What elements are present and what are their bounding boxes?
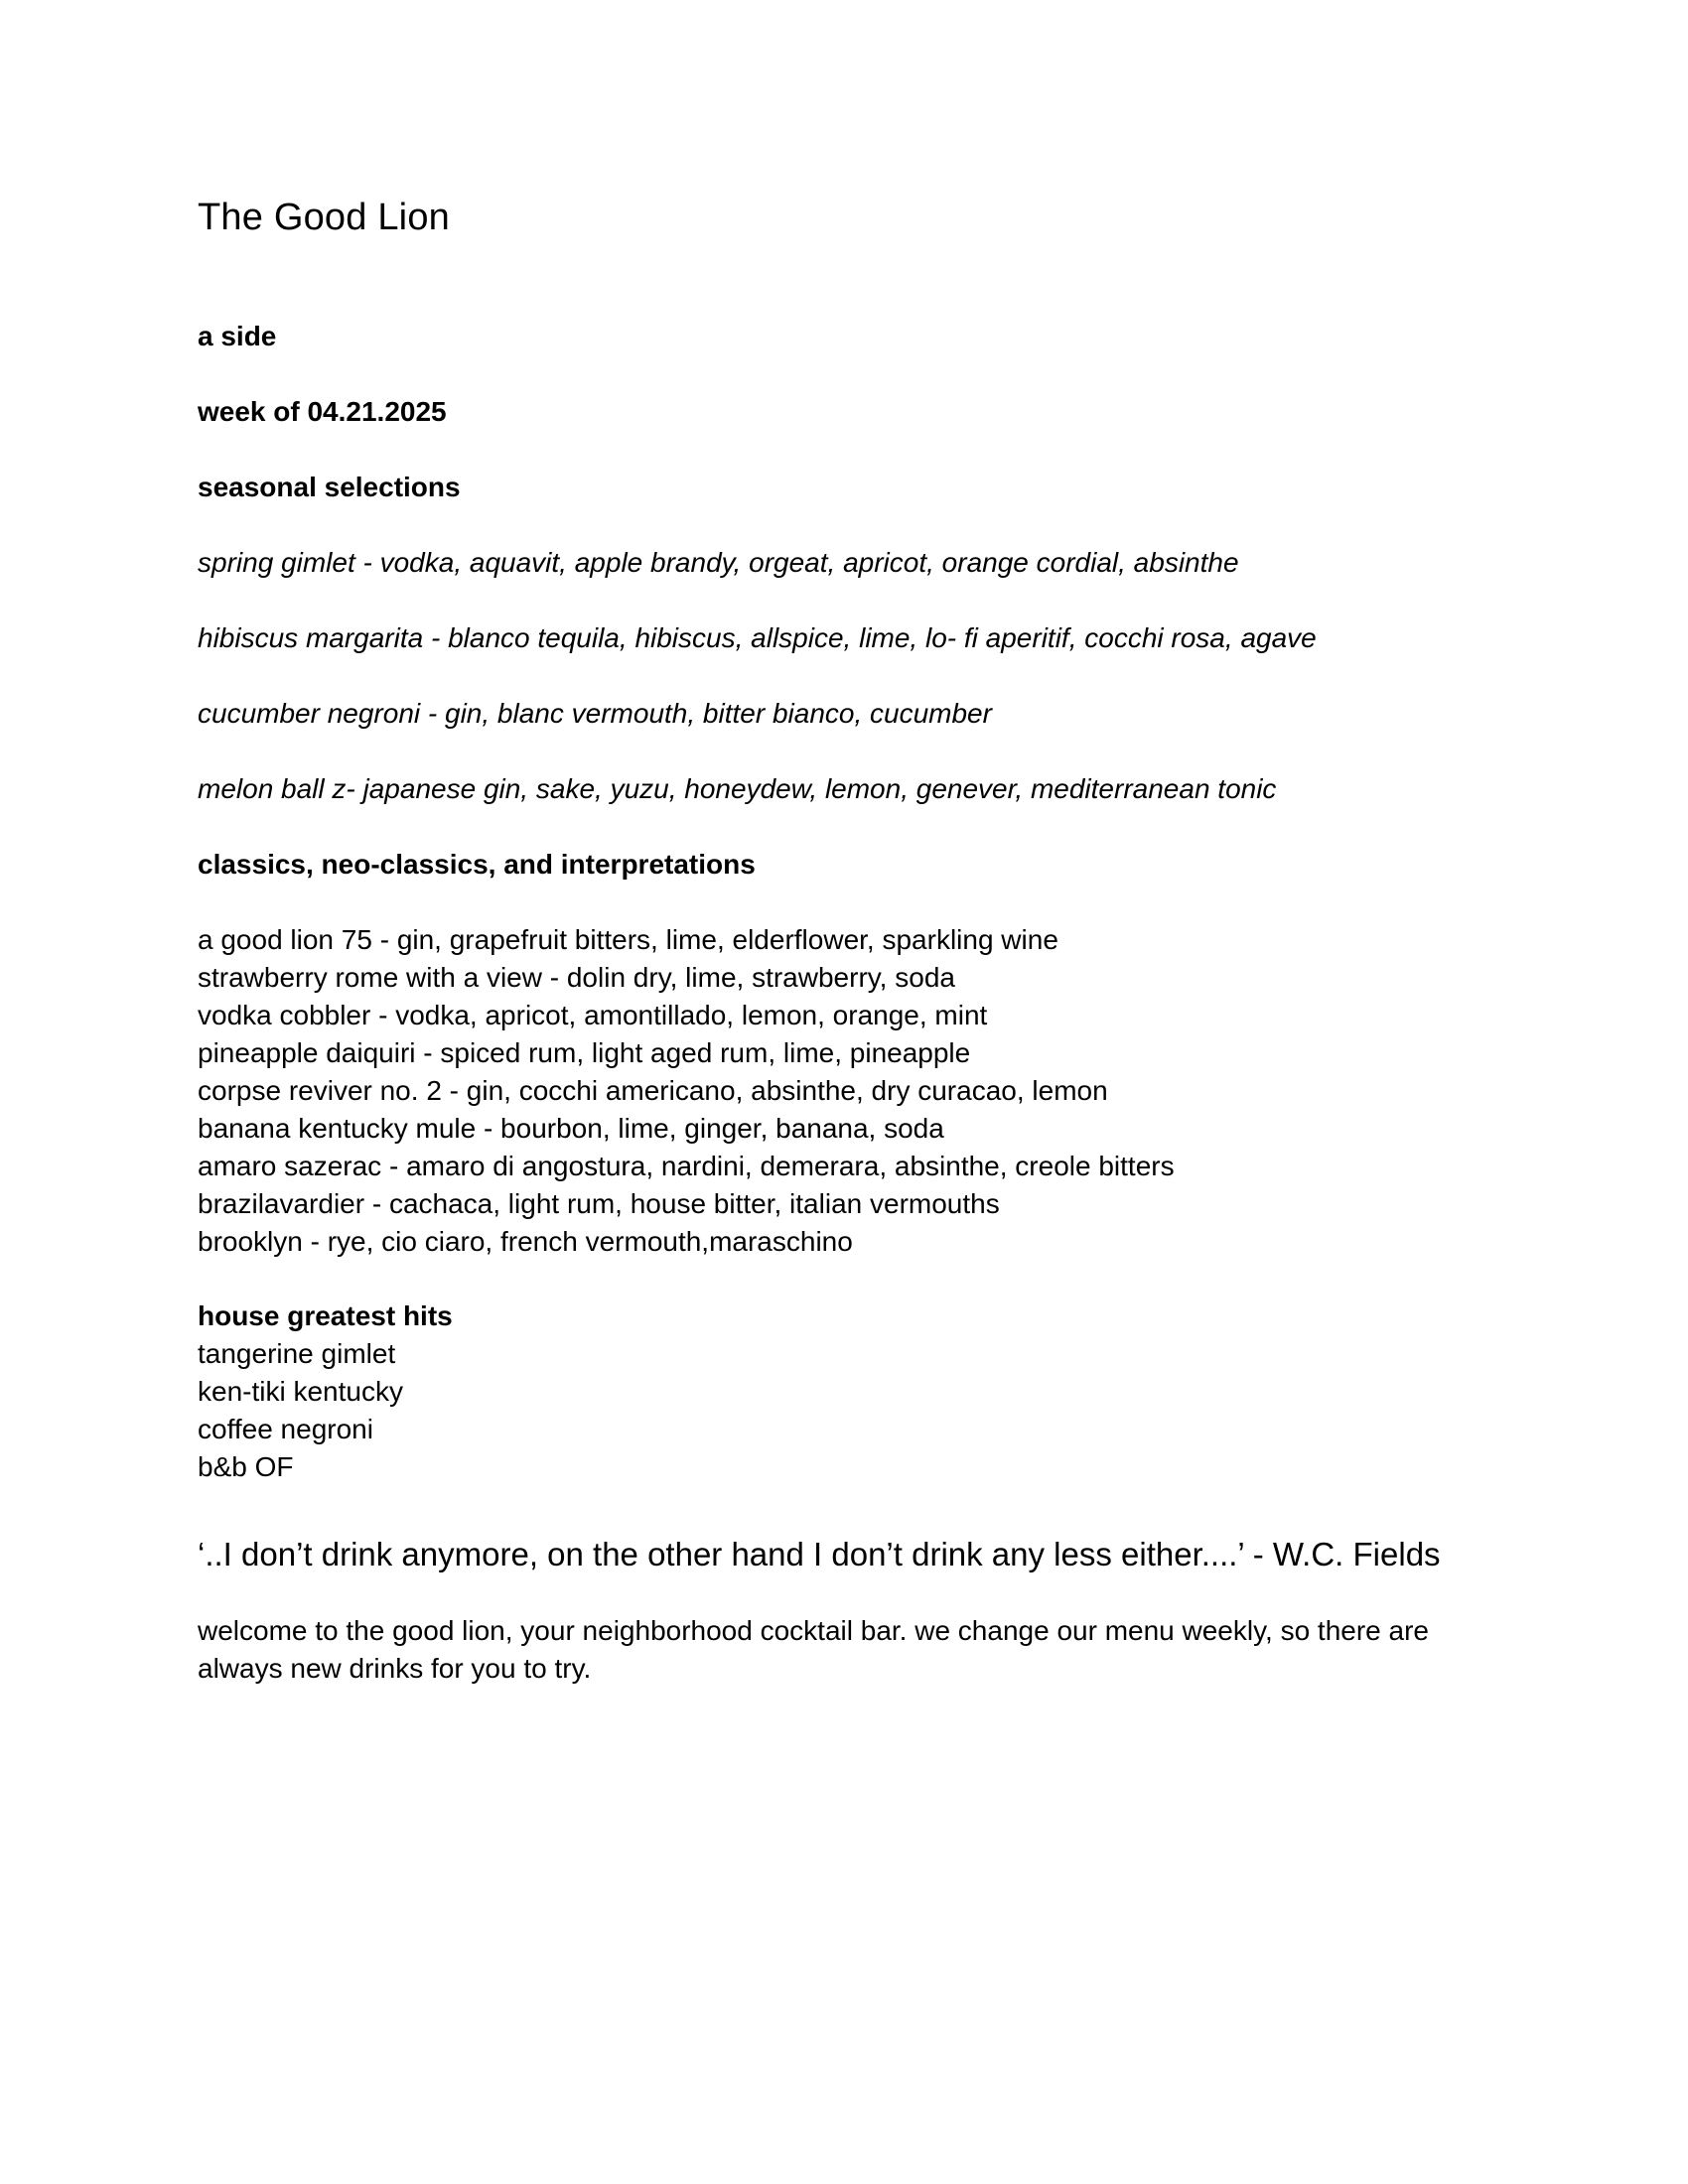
list-item: a good lion 75 - gin, grapefruit bitters, lime, elderflower, sparkling wine <box>198 924 1058 955</box>
seasonal-item: hibiscus margarita - blanco tequila, hibiscus, allspice, lime, lo- fi aperitif, cocchi rosa, agave <box>198 622 1317 653</box>
side-label: a side <box>198 321 277 351</box>
quote: ‘..I don’t drink anymore, on the other hand I don’t drink any less either....’ - W.C. Fields <box>198 1536 1441 1572</box>
list-item: corpse reviver no. 2 - gin, cocchi americano, absinthe, dry curacao, lemon <box>198 1075 1108 1106</box>
list-item: ken-tiki kentucky <box>198 1376 403 1407</box>
hits-section <box>198 1297 453 1486</box>
list-item: amaro sazerac - amaro di angostura, nardini, demerara, absinthe, creole bitters <box>198 1151 1175 1181</box>
list-item: coffee negroni <box>198 1414 373 1444</box>
welcome-text: welcome to the good lion, your neighborhood cocktail bar. we change our menu weekly, so there are always new drinks for you to try. <box>198 1615 1429 1684</box>
classics-heading: classics, neo-classics, and interpretations <box>198 849 756 880</box>
week-label: week of 04.21.2025 <box>198 396 447 427</box>
list-item: brazilavardier - cachaca, light rum, house bitter, italian vermouths <box>198 1188 1000 1219</box>
list-item: tangerine gimlet <box>198 1338 396 1369</box>
list-item: pineapple daiquiri - spiced rum, light aged rum, lime, pineapple <box>198 1037 971 1068</box>
list-item: b&b OF <box>198 1451 294 1482</box>
list-item: strawberry rome with a view - dolin dry, lime, strawberry, soda <box>198 962 955 993</box>
hits-heading: house greatest hits <box>198 1300 453 1331</box>
list-item: vodka cobbler - vodka, apricot, amontillado, lemon, orange, mint <box>198 1000 988 1030</box>
list-item: banana kentucky mule - bourbon, lime, ginger, banana, soda <box>198 1113 944 1144</box>
seasonal-item: cucumber negroni - gin, blanc vermouth, bitter bianco, cucumber <box>198 698 992 729</box>
page-title: The Good Lion <box>198 197 450 238</box>
classics-list <box>198 921 1175 1261</box>
seasonal-heading: seasonal selections <box>198 472 461 502</box>
seasonal-item: melon ball z- japanese gin, sake, yuzu, honeydew, lemon, genever, mediterranean tonic <box>198 773 1277 804</box>
list-item: brooklyn - rye, cio ciaro, french vermouth,maraschino <box>198 1226 853 1257</box>
seasonal-item: spring gimlet - vodka, aquavit, apple brandy, orgeat, apricot, orange cordial, absinthe <box>198 547 1239 578</box>
